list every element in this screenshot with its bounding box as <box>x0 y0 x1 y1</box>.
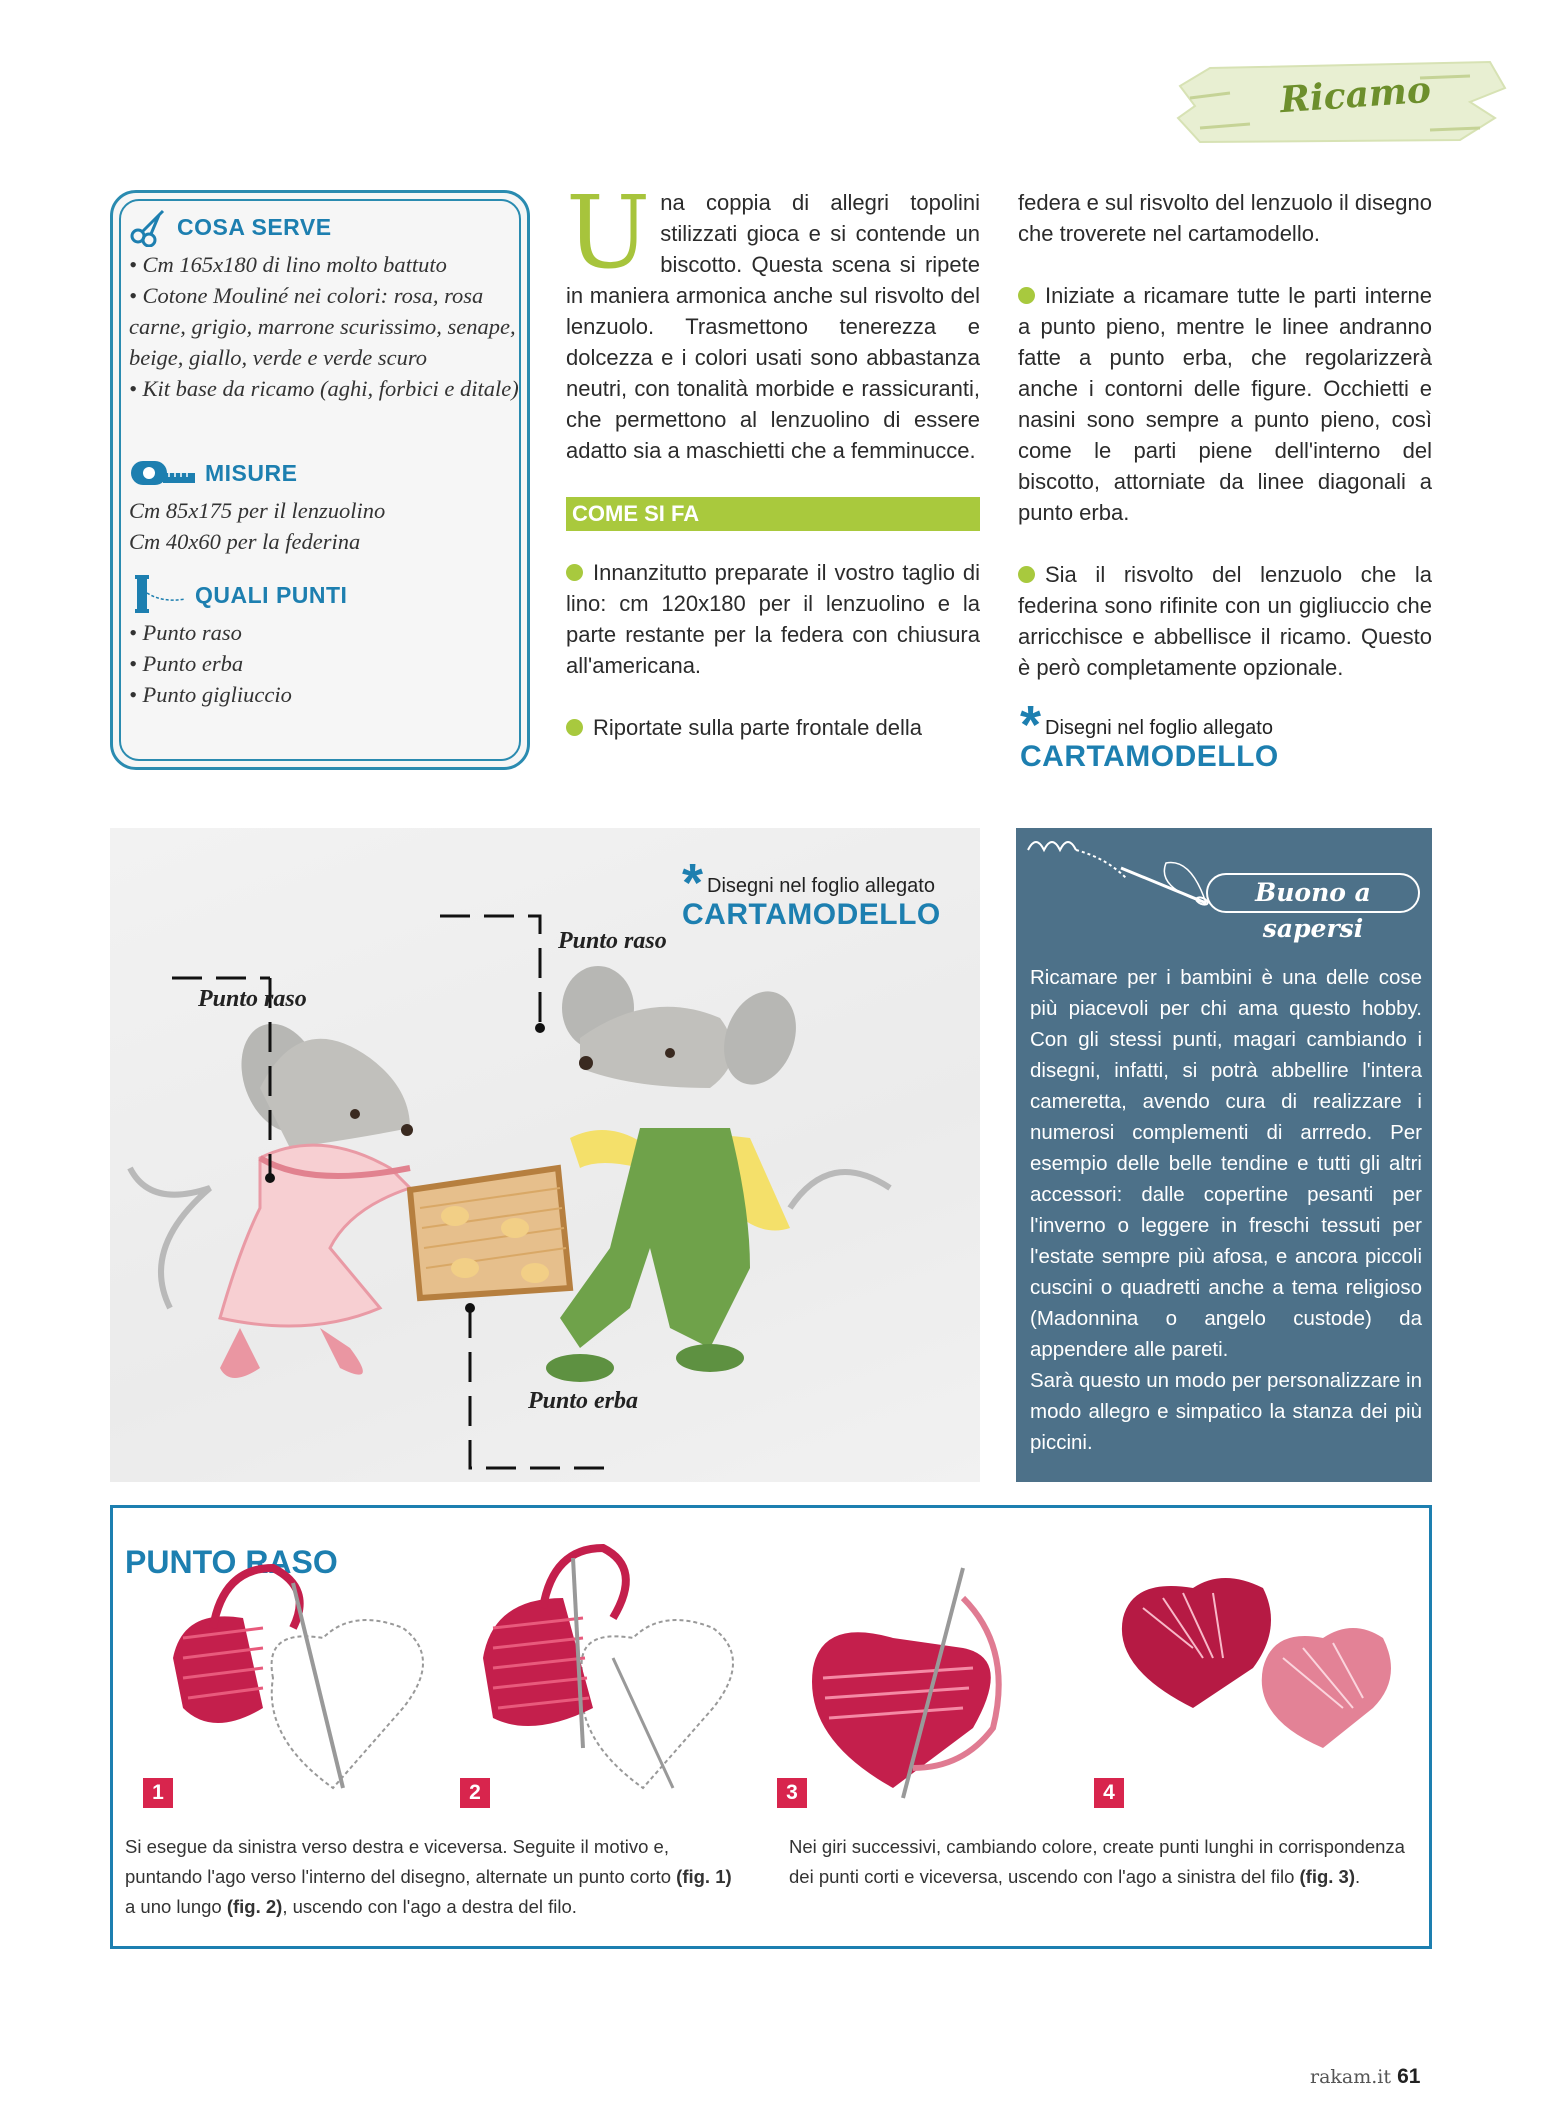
instruction-text: Si esegue da sinistra verso destra e viceversa. Seguite il motivo e, puntando l'ago verso l'interno del disegno, alternate un punto corto <box>125 1836 677 1887</box>
photo-cartamodello-title: CARTAMODELLO <box>682 898 941 931</box>
section-label: Ricamo <box>1278 68 1433 122</box>
figure-ref: (fig. 2) <box>226 1896 283 1917</box>
come-si-fa-heading: COME SI FA <box>566 497 980 531</box>
intro-paragraph <box>566 174 980 466</box>
instruction-text: . <box>1355 1866 1361 1887</box>
info-paragraph: Ricamare per i bambini è una delle cose più piacevoli per chi ama questo hobby. Con gli stessi punti, magari cambiando i disegni, infatti, si potrà abbellire l'intera cameretta, avendo cura di realizzare i numerosi complementi di arrredo. Per esempio delle belle tendine e tutti gli altri accessori: dalle copertine pesanti per l'inverno o leggere in freschi tessuti per l'estate sempre più afosa, e ancora piccoli cuscini o quadretti anche a tema religioso (Madonnina o angelo custode) da appendere alle pareti. <box>1030 966 1422 1361</box>
cosa-serve-item: • Cm 165x180 di lino molto battuto <box>129 252 447 277</box>
step-continuation: federa e sul risvolto del lenzuolo il disegno che troverete nel cartamodello. <box>1018 190 1432 246</box>
article-column-middle <box>566 174 980 743</box>
label-punto-raso-right: Punto raso <box>558 928 667 954</box>
cosa-serve-title: COSA SERVE <box>177 213 332 240</box>
cartamodello-callout <box>1020 695 1279 774</box>
misure-section <box>129 451 519 557</box>
page-number: 61 <box>1397 2065 1421 2088</box>
page-footer <box>1310 2065 1420 2089</box>
figure-number-3: 3 <box>777 1778 807 1808</box>
figure-ref: (fig. 1) <box>676 1866 732 1887</box>
photo-cartamodello-subtitle <box>682 853 941 913</box>
bullet-icon <box>1018 287 1035 304</box>
punto-raso-box <box>110 1505 1432 1949</box>
label-punto-raso-left: Punto raso <box>198 986 307 1012</box>
figure-number-4: 4 <box>1094 1778 1124 1808</box>
info-paragraph: Sarà questo un modo per personalizzare in modo allegro e simpatico la stanza dei più piccini. <box>1030 1369 1423 1454</box>
asterisk-icon: * <box>682 853 704 913</box>
step-text: Sia il risvolto del lenzuolo che la federina sono rifinite con un gigliuccio che arricchisce e abbellisce il ricamo. Questo è però completamente opzionale. <box>1018 562 1432 680</box>
step-paragraph <box>1018 559 1432 683</box>
misure-header <box>129 451 519 495</box>
instruction-text: , uscendo con l'ago a destra del filo. <box>282 1896 577 1917</box>
dropcap: U <box>566 174 651 291</box>
photo-cartamodello-callout <box>682 853 941 932</box>
misure-item: Cm 40x60 per la federina <box>129 529 361 554</box>
cosa-serve-item: • Kit base da ricamo (aghi, forbici e ditale) <box>129 376 519 401</box>
quali-punti-section <box>129 573 519 710</box>
step-paragraph <box>1018 280 1432 528</box>
figure-number-1: 1 <box>143 1778 173 1808</box>
step-text: Riportate sulla parte frontale della <box>593 715 922 740</box>
cartamodello-small-text: Disegni nel foglio allegato <box>1045 717 1273 739</box>
photo-cartamodello-small-text: Disegni nel foglio allegato <box>707 875 935 897</box>
bullet-icon <box>1018 566 1035 583</box>
quali-punti-item: • Punto erba <box>129 651 244 676</box>
step-paragraph <box>566 557 980 681</box>
intro-text: na coppia di allegri topolini stilizzati gioca e si contende un biscotto. Questa scena si ripete in maniera armonica anche sul risvolto del lenzuolo. Trasmettono tenerezza e dolcezza e i colori usati sono abbastanza neutri, con tonalità morbide e rassicuranti, che permettono al lenzuolino di essere adatto sia a maschietti che a femminucce. <box>566 190 980 463</box>
asterisk-icon: * <box>1020 695 1042 755</box>
materials-box <box>110 190 530 770</box>
quali-punti-item: • Punto raso <box>129 620 242 645</box>
step-text: Iniziate a ricamare tutte le parti interne a punto pieno, mentre le linee andranno fatte a punto erba, che regolarizzerà anche i contorni delle figure. Occhietti e nasini sono sempre a punto pieno, così come le parti piene dell'interno del biscotto, attorniate da linee diagonali a punto erba. <box>1018 283 1432 525</box>
bullet-icon <box>566 564 583 581</box>
figure-1-diagram <box>173 1568 423 1788</box>
figure-4-diagram <box>1122 1578 1391 1748</box>
tape-measure-icon <box>129 455 197 491</box>
quali-punti-item: • Punto gigliuccio <box>129 682 292 707</box>
cartamodello-subtitle <box>1020 695 1279 755</box>
cosa-serve-item: • Cotone Mouliné nei colori: rosa, rosa carne, grigio, marrone scurissimo, senape, beige, giallo, verde e verde scuro <box>129 283 516 370</box>
punto-raso-instructions-1 <box>125 1832 743 1922</box>
misure-item: Cm 85x175 per il lenzuolino <box>129 498 386 523</box>
info-body <box>1030 962 1422 1458</box>
step-paragraph <box>566 712 980 743</box>
scissors-icon <box>129 207 169 247</box>
figure-3-diagram <box>812 1568 999 1798</box>
figure-number-2: 2 <box>460 1778 490 1808</box>
punto-raso-title: PUNTO RASO <box>125 1544 338 1580</box>
bullet-icon <box>566 719 583 736</box>
cartamodello-title: CARTAMODELLO <box>1020 740 1279 773</box>
embroidery-photo <box>110 828 980 1482</box>
cosa-serve-header <box>129 205 519 249</box>
quali-punti-header <box>129 573 519 617</box>
buono-a-sapersi-box <box>1016 828 1432 1482</box>
footer-site: rakam.it <box>1310 2066 1392 2088</box>
step-text: Innanzitutto preparate il vostro taglio di lino: cm 120x180 per il lenzuolino e la parte restante per la federa con chiusura all'americana. <box>566 560 980 678</box>
article-column-right <box>1018 187 1432 714</box>
section-ribbon <box>1170 58 1510 148</box>
instruction-text: Nei giri successivi, cambiando colore, create punti lunghi in corrispondenza dei punti corti e viceversa, uscendo con l'ago a sinistra del filo <box>789 1836 1405 1887</box>
misure-title: MISURE <box>205 459 298 486</box>
figure-2-diagram <box>483 1548 733 1788</box>
buono-a-sapersi-title: Buono a sapersi <box>1206 873 1420 913</box>
cosa-serve-section <box>129 205 519 404</box>
instruction-text: a uno lungo <box>125 1896 227 1917</box>
figure-ref: (fig. 3) <box>1299 1866 1356 1887</box>
quali-punti-title: QUALI PUNTI <box>195 581 348 608</box>
punto-raso-diagrams <box>113 1508 1429 1818</box>
thread-spool-icon <box>129 573 187 617</box>
punto-raso-instructions-2 <box>789 1832 1419 1892</box>
label-punto-erba: Punto erba <box>528 1388 639 1414</box>
